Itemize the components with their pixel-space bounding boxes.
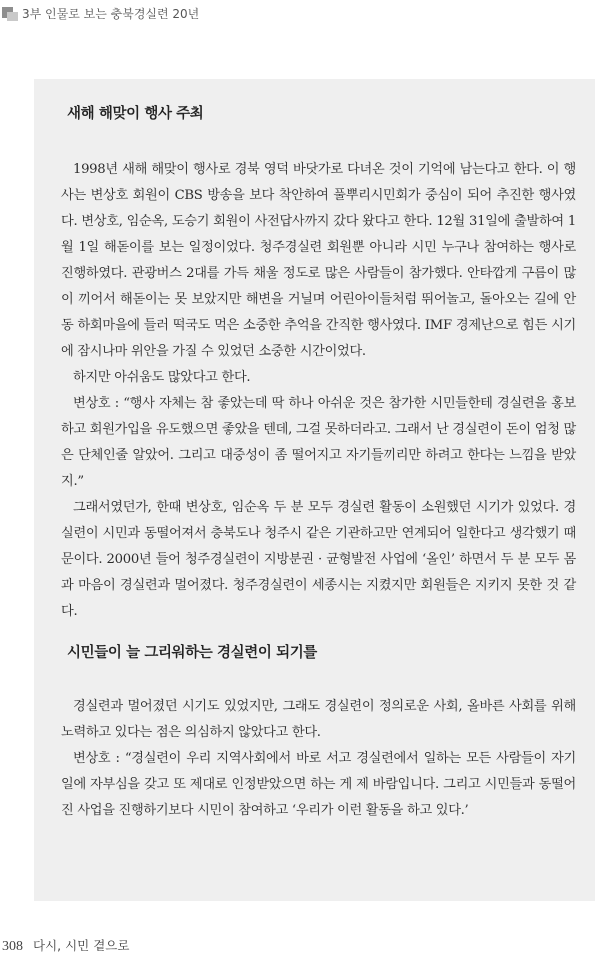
paragraph: 경실련과 멀어졌던 시기도 있었지만, 그래도 경실련이 정의로운 사회, 올바른 사회를 위해 노력하고 있다는 점은 의심하지 않았다고 한다. [61, 699, 576, 740]
paragraph: 하지만 아쉬움도 많았다고 한다. [73, 370, 251, 385]
section-heading-citizens: 시민들이 늘 그리워하는 경실련이 되기를 [67, 645, 317, 661]
corner-mark-icon [2, 5, 18, 21]
paragraph: 변상호 : “경실련이 우리 지역사회에서 바로 서고 경실련에서 일하는 모든 사람들이 자기 일에 자부심을 갖고 또 제대로 인정받았으면 하는 게 제 바람입니다. 그리고 시민들과 동떨어진 사업을 진행하기보다 시민이 참여하고 ‘우리가 이런 활동을 하고 있다.’ [61, 751, 576, 818]
paragraph: 변상호 : “행사 자체는 참 좋았는데 딱 하나 아쉬운 것은 참가한 시민들한테 경실련을 홍보하고 회원가입을 유도했으면 좋았을 텐데, 그걸 못하더라고. 그래서 난 경실련이 돈이 엄청 많은 단체인줄 알았어. 그리고 대중성이 좀 떨어지고 자기들끼리만 하려고 한다는 느낌을 받았지.” [61, 396, 576, 489]
section-heading-new-year: 새해 해맞이 행사 주최 [67, 106, 204, 122]
page-number: 308 [2, 939, 23, 954]
running-header [2, 2, 199, 24]
book-title: 다시, 시민 곁으로 [33, 938, 130, 953]
running-title: 3부 인물로 보는 충북경실련 20년 [22, 6, 200, 21]
article-body [61, 104, 576, 824]
page-footer [2, 936, 129, 956]
paragraph: 1998년 새해 해맞이 행사로 경북 영덕 바닷가로 다녀온 것이 기억에 남는다고 한다. 이 행사는 변상호 회원이 CBS 방송을 보다 착안하여 풀뿌리시민회가 중심이 되어 추진한 행사였다. 변상호, 임순옥, 도승기 회원이 사전답사까지 갔다 왔다고 한다. 12월 31일에 출발하여 1월 1일 해돋이를 보는 일정이었다. 청주경실련 회원뿐 아니라 시민 누구나 참여하는 행사로 진행하였다. 관광버스 2대를 가득 채울 정도로 많은 사람들이 참가했다. 안타깝게 구름이 많이 끼어서 해돋이는 못 보았지만 해변을 거닐며 어린아이들처럼 뛰어놀고, 돌아오는 길에 안동 하회마을에 들러 떡국도 먹은 소중한 추억을 간직한 행사였다. IMF 경제난으로 힘든 시기에 잠시나마 위안을 가질 수 있었던 소중한 시간이었다. [61, 162, 576, 359]
paragraph: 그래서였던가, 한때 변상호, 임순옥 두 분 모두 경실련 활동이 소원했던 시기가 있었다. 경실련이 시민과 동떨어져서 충북도나 청주시 같은 기관하고만 연계되어 일한다고 생각했기 때문이다. 2000년 들어 청주경실련이 지방분권 · 균형발전 사업에 ‘올인’ 하면서 두 분 모두 몸과 마음이 경실련과 멀어졌다. 청주경실련이 세종시는 지켰지만 회원들은 지키지 못한 것 같다. [61, 500, 576, 619]
